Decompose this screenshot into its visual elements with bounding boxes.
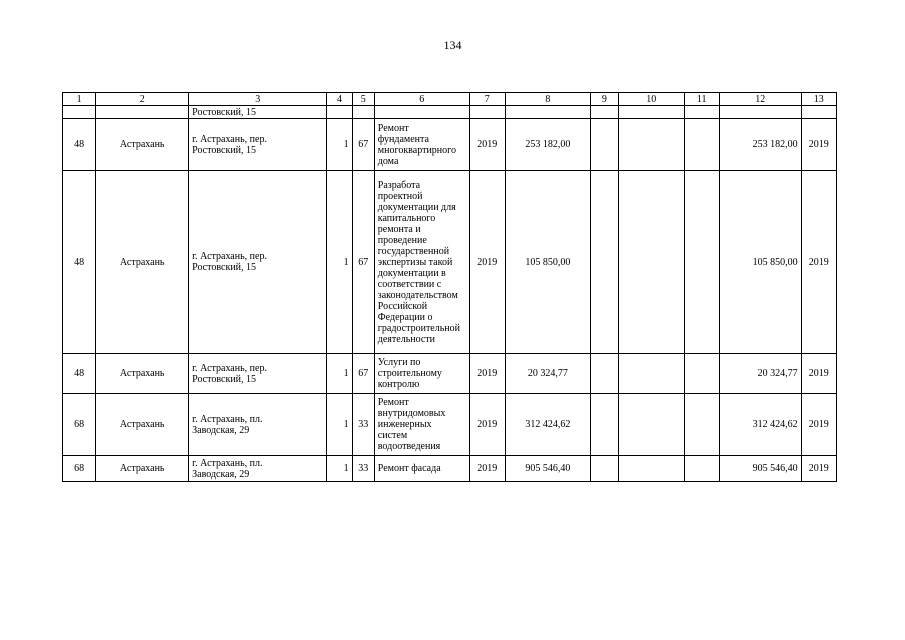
col11-value xyxy=(684,394,719,456)
col11-value xyxy=(684,119,719,171)
city: Астрахань xyxy=(96,171,189,354)
row-number: 48 xyxy=(63,171,96,354)
city: Астрахань xyxy=(96,456,189,482)
col10-value xyxy=(618,456,684,482)
header-cell: 5 xyxy=(352,93,374,106)
col12-amount: 253 182,00 xyxy=(719,119,801,171)
col5-value: 67 xyxy=(352,119,374,171)
year: 2019 xyxy=(469,171,505,354)
col10-value xyxy=(618,394,684,456)
table-row xyxy=(63,119,837,171)
col4-value: 1 xyxy=(327,171,352,354)
col12-amount: 105 850,00 xyxy=(719,171,801,354)
col9-value xyxy=(590,394,618,456)
col9-value xyxy=(590,119,618,171)
table-row xyxy=(63,354,837,394)
year: 2019 xyxy=(469,119,505,171)
col12-amount: 905 546,40 xyxy=(719,456,801,482)
col11-value xyxy=(684,456,719,482)
year: 2019 xyxy=(469,394,505,456)
col13-year: 2019 xyxy=(801,394,836,456)
address: г. Астрахань, пер. Ростовский, 15 xyxy=(189,119,327,171)
col5-value: 33 xyxy=(352,456,374,482)
works-table xyxy=(62,92,837,482)
row-number: 68 xyxy=(63,394,96,456)
col12-amount: 312 424,62 xyxy=(719,394,801,456)
header-cell: 6 xyxy=(374,93,469,106)
city: Астрахань xyxy=(96,354,189,394)
continuation-address: Ростовский, 15 xyxy=(189,106,327,119)
col4-value: 1 xyxy=(327,394,352,456)
year: 2019 xyxy=(469,456,505,482)
work-description: Разработа проектной документации для капитального ремонта и проведение государственной экспертизы такой документации в соответствии с законодательством Российской Федерации о градостроительной деятельности xyxy=(374,171,469,354)
header-cell: 11 xyxy=(684,93,719,106)
continuation-row xyxy=(63,106,837,119)
city: Астрахань xyxy=(96,394,189,456)
year: 2019 xyxy=(469,354,505,394)
col9-value xyxy=(590,354,618,394)
work-description: Ремонт фасада xyxy=(374,456,469,482)
address: г. Астрахань, пер. Ростовский, 15 xyxy=(189,171,327,354)
header-cell: 2 xyxy=(96,93,189,106)
col11-value xyxy=(684,171,719,354)
table-row xyxy=(63,171,837,354)
header-cell: 9 xyxy=(590,93,618,106)
header-cell: 7 xyxy=(469,93,505,106)
col12-amount: 20 324,77 xyxy=(719,354,801,394)
address: г. Астрахань, пер. Ростовский, 15 xyxy=(189,354,327,394)
header-cell: 1 xyxy=(63,93,96,106)
header-row xyxy=(63,93,837,106)
city: Астрахань xyxy=(96,119,189,171)
address: г. Астрахань, пл. Заводская, 29 xyxy=(189,456,327,482)
header-cell: 10 xyxy=(618,93,684,106)
header-cell: 4 xyxy=(327,93,352,106)
row-number: 48 xyxy=(63,354,96,394)
col4-value: 1 xyxy=(327,456,352,482)
header-cell: 3 xyxy=(189,93,327,106)
col9-value xyxy=(590,171,618,354)
table-row xyxy=(63,456,837,482)
work-description: Ремонт фундамента многоквартирного дома xyxy=(374,119,469,171)
col5-value: 33 xyxy=(352,394,374,456)
address: г. Астрахань, пл. Заводская, 29 xyxy=(189,394,327,456)
col13-year: 2019 xyxy=(801,354,836,394)
col13-year: 2019 xyxy=(801,171,836,354)
table-row xyxy=(63,394,837,456)
amount: 905 546,40 xyxy=(505,456,590,482)
header-cell: 13 xyxy=(801,93,836,106)
amount: 253 182,00 xyxy=(505,119,590,171)
col9-value xyxy=(590,456,618,482)
page-number: 134 xyxy=(443,38,462,52)
col13-year: 2019 xyxy=(801,119,836,171)
col11-value xyxy=(684,354,719,394)
amount: 105 850,00 xyxy=(505,171,590,354)
col4-value: 1 xyxy=(327,354,352,394)
row-number: 48 xyxy=(63,119,96,171)
col5-value: 67 xyxy=(352,354,374,394)
header-cell: 12 xyxy=(719,93,801,106)
col10-value xyxy=(618,119,684,171)
work-description: Услуги по строительному контролю xyxy=(374,354,469,394)
col4-value: 1 xyxy=(327,119,352,171)
amount: 20 324,77 xyxy=(505,354,590,394)
col5-value: 67 xyxy=(352,171,374,354)
col13-year: 2019 xyxy=(801,456,836,482)
work-description: Ремонт внутридомовых инженерных систем водоотведения xyxy=(374,394,469,456)
col10-value xyxy=(618,354,684,394)
col10-value xyxy=(618,171,684,354)
row-number: 68 xyxy=(63,456,96,482)
header-cell: 8 xyxy=(505,93,590,106)
amount: 312 424,62 xyxy=(505,394,590,456)
